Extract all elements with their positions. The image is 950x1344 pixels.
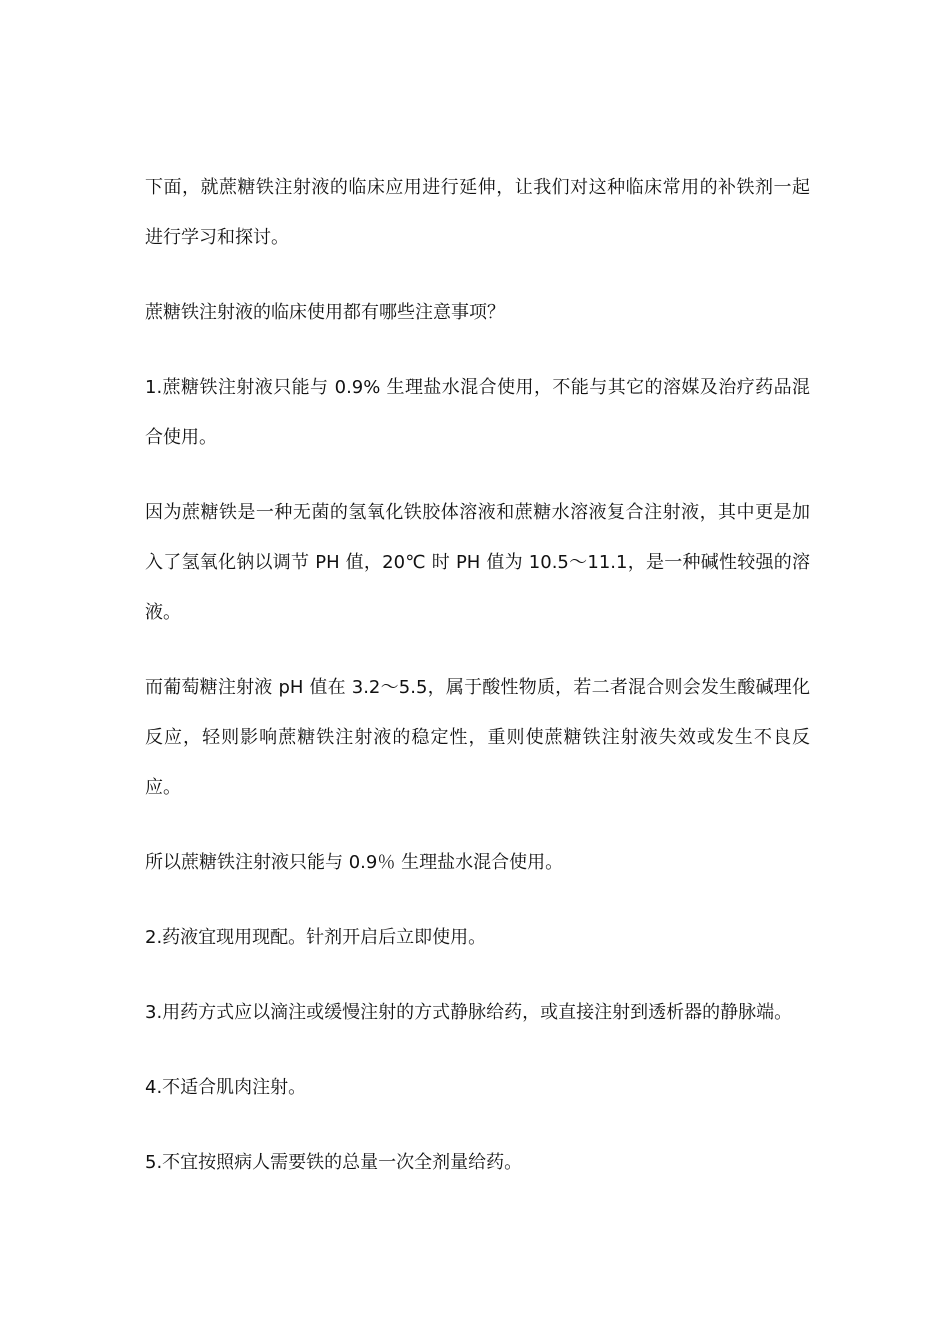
- explanation-paragraph: 而葡萄糖注射液 pH 值在 3.2～5.5，属于酸性物质，若二者混合则会发生酸碱理化反应，轻则影响蔗糖铁注射液的稳定性，重则使蔗糖铁注射液失效或发生不良反应。: [145, 677, 810, 798]
- section-question: 蔗糖铁注射液的临床使用都有哪些注意事项？: [145, 302, 505, 323]
- explanation-paragraph: 因为蔗糖铁是一种无菌的氢氧化铁胶体溶液和蔗糖水溶液复合注射液，其中更是加入了氢氧化钠以调节 PH 值，20℃ 时 PH 值为 10.5～11.1，是一种碱性较强的溶液。: [145, 502, 810, 623]
- list-item: 2.药液宜现用现配。针剂开启后立即使用。: [145, 927, 487, 948]
- list-item: 3.用药方式应以滴注或缓慢注射的方式静脉给药，或直接注射到透析器的静脉端。: [145, 1002, 793, 1023]
- list-item: 1.蔗糖铁注射液只能与 0.9% 生理盐水混合使用，不能与其它的溶媒及治疗药品混合使用。: [145, 377, 810, 448]
- intro-paragraph: 下面，就蔗糖铁注射液的临床应用进行延伸，让我们对这种临床常用的补铁剂一起进行学习和探讨。: [145, 177, 810, 248]
- list-item: 5.不宜按照病人需要铁的总量一次全剂量给药。: [145, 1152, 523, 1173]
- conclusion-paragraph: 所以蔗糖铁注射液只能与 0.9％ 生理盐水混合使用。: [145, 852, 564, 873]
- list-item: 4.不适合肌肉注射。: [145, 1077, 307, 1098]
- document-body: [145, 163, 810, 1213]
